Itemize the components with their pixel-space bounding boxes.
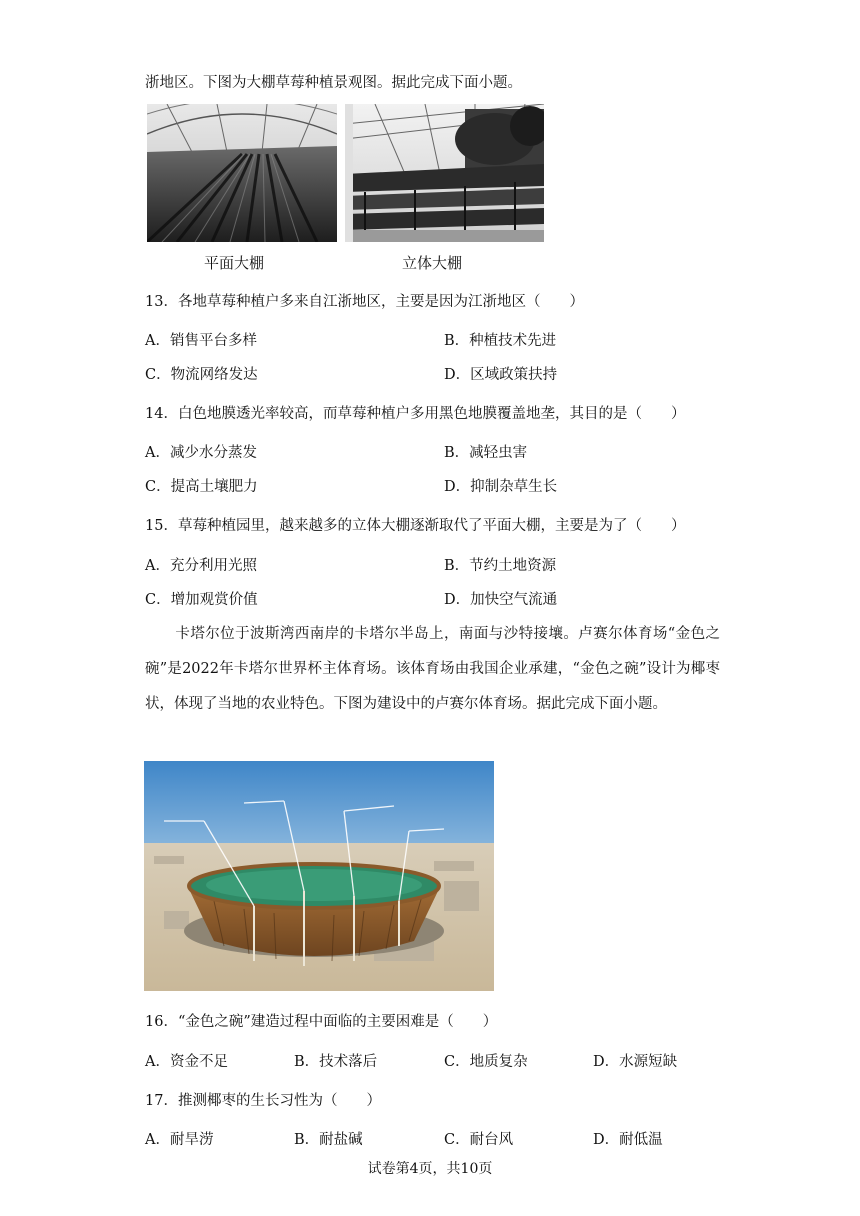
question-17-option-a[interactable]: A．耐旱涝 (145, 1132, 214, 1148)
question-13-option-d[interactable]: D．区域政策扶持 (444, 367, 558, 383)
question-16-option-c[interactable]: C．地质复杂 (444, 1054, 528, 1070)
intro-text: 浙地区。下图为大棚草莓种植景观图。据此完成下面小题。 (145, 75, 522, 91)
question-15-option-c[interactable]: C．增加观赏价值 (145, 592, 258, 608)
question-13-option-b[interactable]: B．种植技术先进 (444, 333, 557, 349)
question-17-option-c[interactable]: C．耐台风 (444, 1132, 514, 1148)
stadium-photo (144, 761, 494, 991)
question-14-stem: 14．白色地膜透光率较高，而草莓种植户多用黑色地膜覆盖地垄，其目的是（ ） (145, 406, 686, 422)
question-16-option-a[interactable]: A．资金不足 (145, 1054, 228, 1070)
caption-flat-greenhouse: 平面大棚 (204, 254, 265, 272)
question-16-stem: 16．“金色之碗”建造过程中面临的主要困难是（ ） (145, 1014, 498, 1030)
question-13-option-c[interactable]: C．物流网络发达 (145, 367, 258, 383)
question-17-option-d[interactable]: D．耐低温 (593, 1132, 663, 1148)
question-17-stem: 17．推测椰枣的生长习性为（ ） (145, 1093, 381, 1109)
question-13-stem: 13．各地草莓种植户多来自江浙地区，主要是因为江浙地区（ ） (145, 294, 584, 310)
question-15-option-a[interactable]: A．充分利用光照 (145, 558, 257, 574)
question-14-option-b[interactable]: B．减轻虫害 (444, 445, 528, 461)
flat-greenhouse-photo (147, 104, 337, 242)
page-footer: 试卷第4页，共10页 (367, 1161, 493, 1177)
question-15-stem: 15．草莓种植园里，越来越多的立体大棚逐渐取代了平面大棚，主要是为了（ ） (145, 518, 686, 534)
qatar-passage-text: 卡塔尔位于波斯湾西南岸的卡塔尔半岛上，南面与沙特接壤。卢赛尔体育场“金色之碗”是2022年卡塔尔世界杯主体育场。该体育场由我国企业承建，“金色之碗”设计为椰枣状，体现了当地的农业特色。下图为建设中的卢赛尔体育场。据此完成下面小题。 (145, 626, 720, 712)
caption-stacked-greenhouse: 立体大棚 (402, 254, 463, 272)
question-15-option-b[interactable]: B．节约土地资源 (444, 558, 557, 574)
stacked-greenhouse-photo (345, 104, 544, 242)
question-14-option-a[interactable]: A．减少水分蒸发 (145, 445, 257, 461)
question-14-option-c[interactable]: C．提高土壤肥力 (145, 479, 258, 495)
question-15-option-d[interactable]: D．加快空气流通 (444, 592, 558, 608)
question-14-option-d[interactable]: D．抑制杂草生长 (444, 479, 558, 495)
greenhouse-figure (147, 104, 547, 276)
question-17-option-b[interactable]: B．耐盐碱 (294, 1132, 363, 1148)
question-13-option-a[interactable]: A．销售平台多样 (145, 333, 257, 349)
question-16-option-d[interactable]: D．水源短缺 (593, 1054, 678, 1070)
qatar-passage (145, 617, 720, 722)
question-16-option-b[interactable]: B．技术落后 (294, 1054, 378, 1070)
